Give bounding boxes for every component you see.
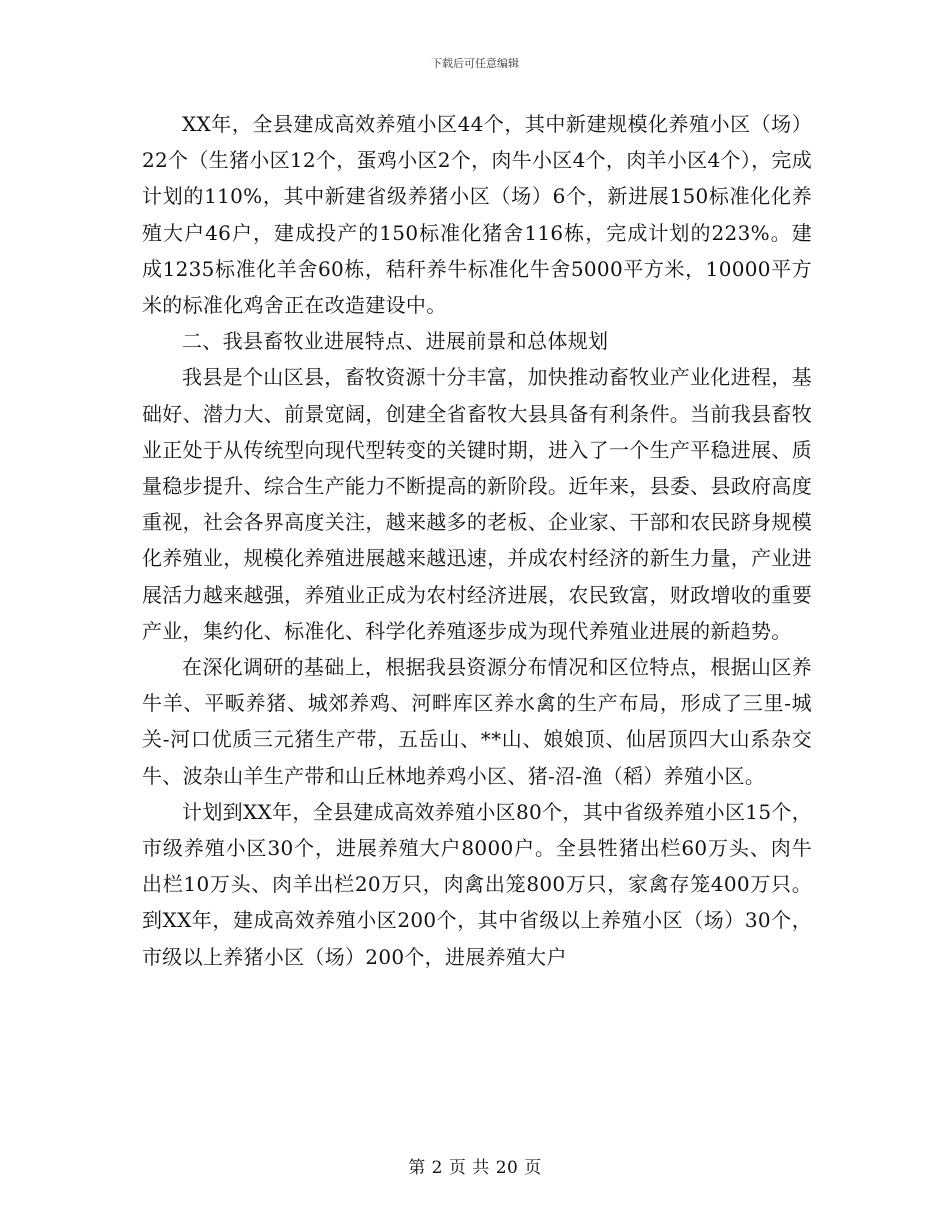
document-body — [142, 106, 812, 975]
paragraph-plan-targets: 计划到XX年，全县建成高效养殖小区80个，其中省级养殖小区15个，市级养殖小区30个，进展养殖大户8000户。全县牲猪出栏60万头、肉牛出栏10万头、肉羊出栏20万只，肉禽出笼800万只，家禽存笼400万只。到XX年，建成高效养殖小区200个，其中省级以上养殖小区（场）30个，市级以上养猪小区（场）200个，进展养殖大户 — [142, 799, 812, 969]
page-header: 下载后可任意编辑 — [431, 57, 519, 70]
page-number: 第 2 页 共 20 页 — [408, 1158, 542, 1178]
paragraph-development-features: 我县是个山区县，畜牧资源十分丰富，加快推动畜牧业产业化进程，基础好、潜力大、前景宽阔，创建全省畜牧大县具备有利条件。当前我县畜牧业正处于从传统型向现代型转变的关键时期，进入了一个生产平稳进展、质量稳步提升、综合生产能力不断提高的新阶段。近年来，县委、县政府高度重视，社会各界高度关注，越来越多的老板、企业家、干部和农民跻身规模化养殖业，规模化养殖进展越来越迅速，并成农村经济的新生力量，产业进展活力越来越强，养殖业正成为农村经济进展，农民致富，财政增收的重要产业，集约化、标准化、科学化养殖逐步成为现代养殖业进展的新趋势。 — [142, 365, 812, 643]
section-heading: 二、我县畜牧业进展特点、进展前景和总体规划 — [182, 329, 609, 354]
paragraph-production-layout: 在深化调研的基础上，根据我县资源分布情况和区位特点，根据山区养牛羊、平畈养猪、城郊养鸡、河畔库区养水禽的生产布局，形成了三里-城关-河口优质三元猪生产带，五岳山、**山、娘娘顶、仙居顶四大山系杂交牛、波杂山羊生产带和山丘林地养鸡小区、猪-沼-渔（稻）养殖小区。 — [142, 655, 812, 788]
paragraph-breeding-zones-built: XX年，全县建成高效养殖小区44个，其中新建规模化养殖小区（场）22个（生猪小区12个，蛋鸡小区2个，肉牛小区4个，肉羊小区4个），完成计划的110%，其中新建省级养猪小区（场）6个，新进展150标准化化养殖大户46户，建成投产的150标准化猪舍116栋，完成计划的223%。建成1235标准化羊舍60栋，秸秆养牛标准化牛舍5000平方米，10000平方米的标准化鸡舍正在改造建设中。 — [142, 112, 812, 318]
